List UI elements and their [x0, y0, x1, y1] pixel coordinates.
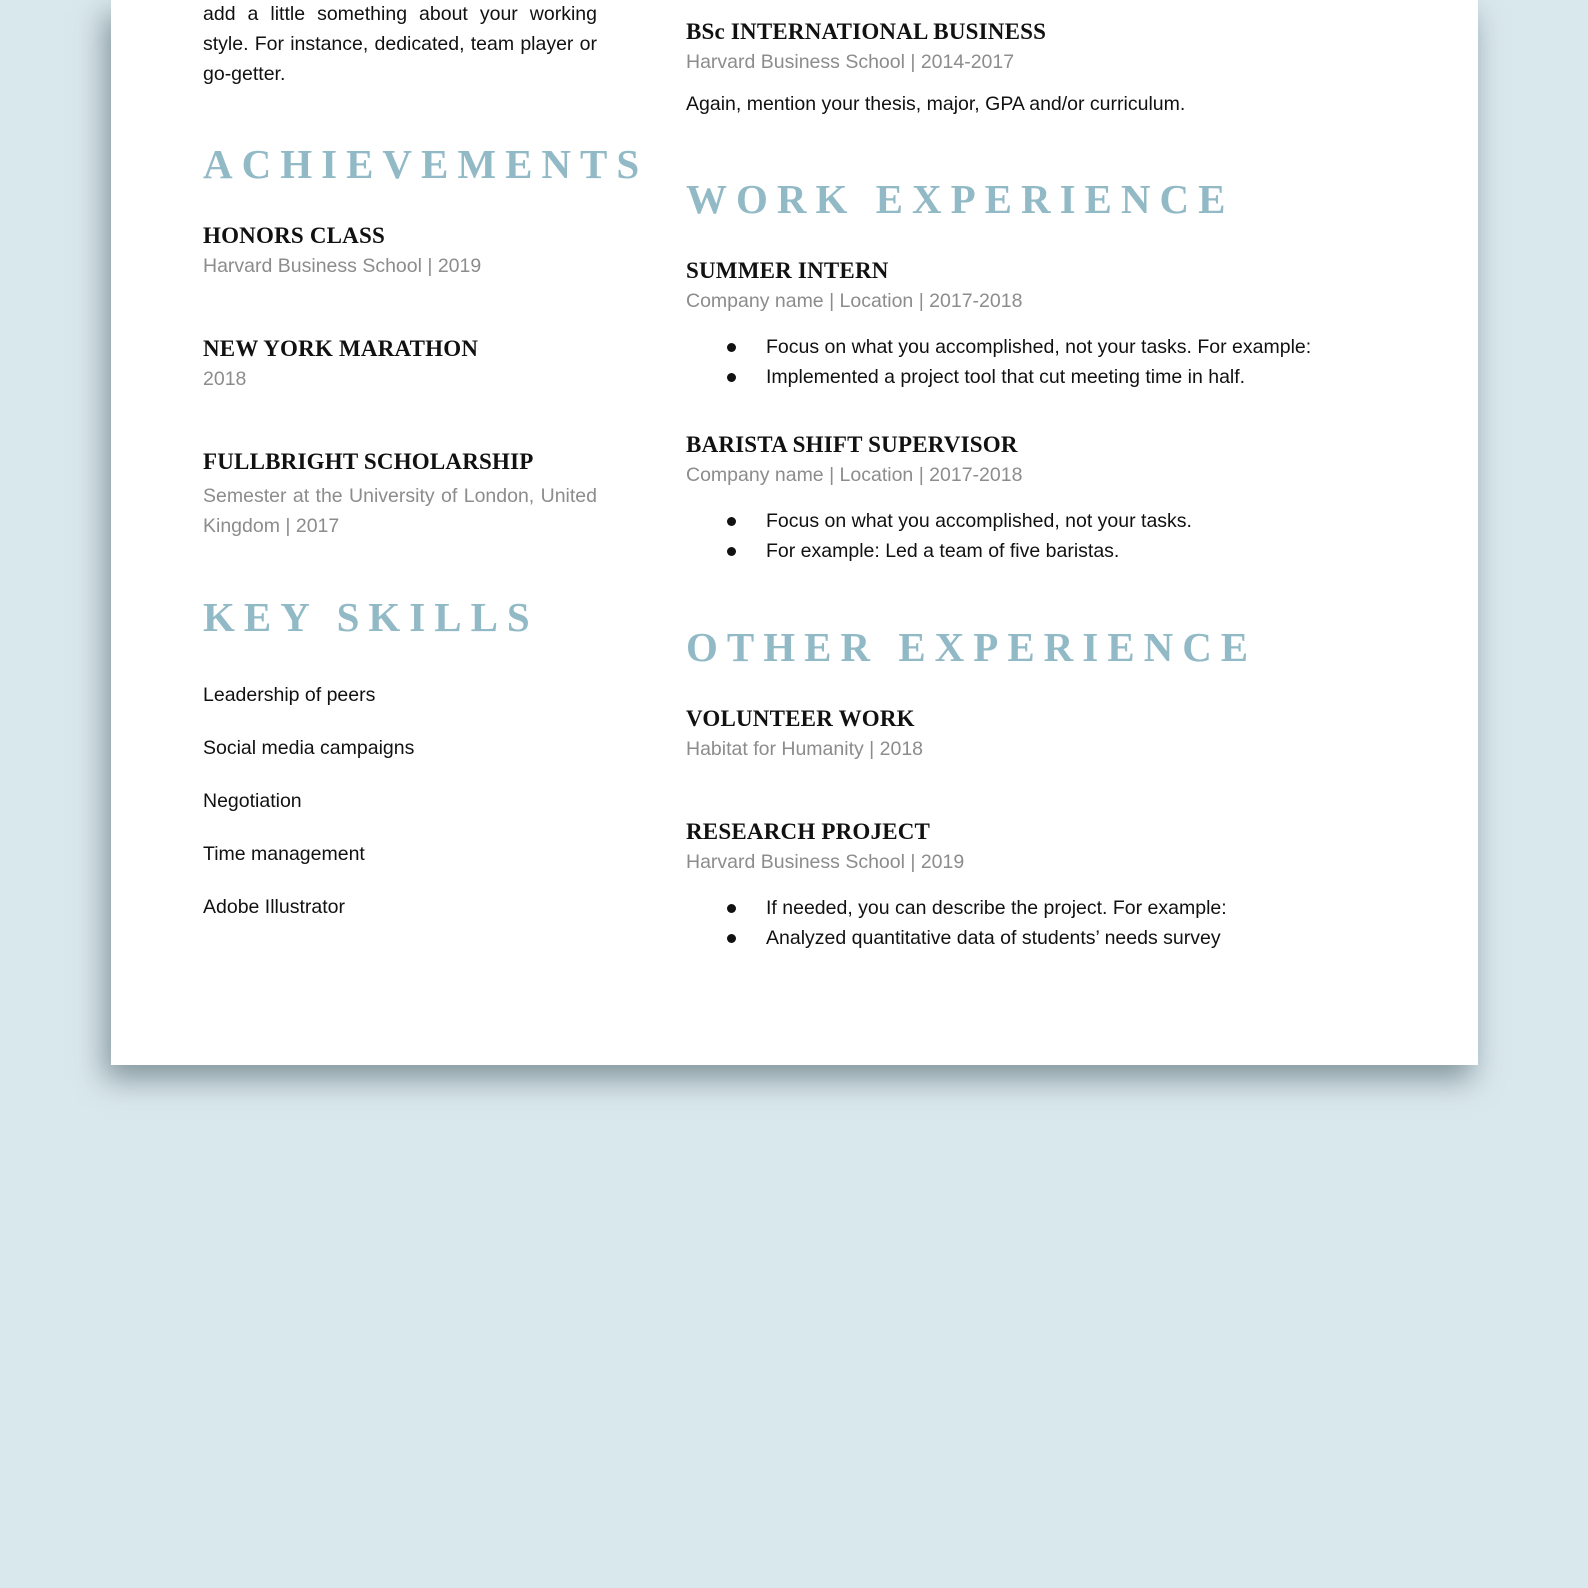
- education-sub: Harvard Business School | 2014-2017: [686, 51, 1015, 73]
- work-experience-heading: WORK EXPERIENCE: [686, 176, 1235, 222]
- education-title: BSc INTERNATIONAL BUSINESS: [686, 19, 1047, 44]
- bullet-item: For example: Led a team of five baristas.: [724, 536, 1192, 566]
- bullet-item: Focus on what you accomplished, not your tasks.: [724, 506, 1192, 536]
- job-bullets: [724, 506, 1192, 566]
- job-bullets: [724, 332, 1311, 392]
- skill-item: Adobe Illustrator: [203, 896, 345, 918]
- achievement-sub: 2018: [203, 368, 247, 390]
- key-skills-heading: KEY SKILLS: [203, 594, 539, 640]
- experience-sub: Habitat for Humanity | 2018: [686, 738, 924, 760]
- job-sub: Company name | Location | 2017-2018: [686, 464, 1023, 486]
- resume-page: [111, 0, 1478, 1065]
- skill-item: Social media campaigns: [203, 737, 415, 759]
- achievement-title: FULLBRIGHT SCHOLARSHIP: [203, 449, 534, 474]
- achievement-sub: Harvard Business School | 2019: [203, 255, 482, 277]
- job-title: SUMMER INTERN: [686, 258, 889, 283]
- bullet-item: Focus on what you accomplished, not your tasks. For example:: [724, 332, 1311, 362]
- bullet-item: Implemented a project tool that cut meeting time in half.: [724, 362, 1311, 392]
- achievement-title: HONORS CLASS: [203, 223, 385, 248]
- education-desc: Again, mention your thesis, major, GPA and/or curriculum.: [686, 93, 1186, 115]
- project-bullets: [724, 893, 1227, 953]
- skill-item: Time management: [203, 843, 365, 865]
- skill-item: Leadership of peers: [203, 684, 376, 706]
- experience-title: RESEARCH PROJECT: [686, 819, 931, 844]
- profile-text: add a little something about your working style. For instance, dedicated, team player or go-getter.: [203, 3, 597, 85]
- skill-item: Negotiation: [203, 790, 302, 812]
- bullet-item: If needed, you can describe the project. For example:: [724, 893, 1227, 923]
- achievement-sub: Semester at the University of London, United Kingdom | 2017: [203, 485, 597, 537]
- achievements-heading: ACHIEVEMENTS: [203, 141, 649, 187]
- other-experience-heading: OTHER EXPERIENCE: [686, 624, 1258, 670]
- experience-sub: Harvard Business School | 2019: [686, 851, 965, 873]
- achievement-title: NEW YORK MARATHON: [203, 336, 479, 361]
- bullet-item: Analyzed quantitative data of students’ needs survey: [724, 923, 1227, 953]
- experience-title: VOLUNTEER WORK: [686, 706, 915, 731]
- job-title: BARISTA SHIFT SUPERVISOR: [686, 432, 1018, 457]
- job-sub: Company name | Location | 2017-2018: [686, 290, 1023, 312]
